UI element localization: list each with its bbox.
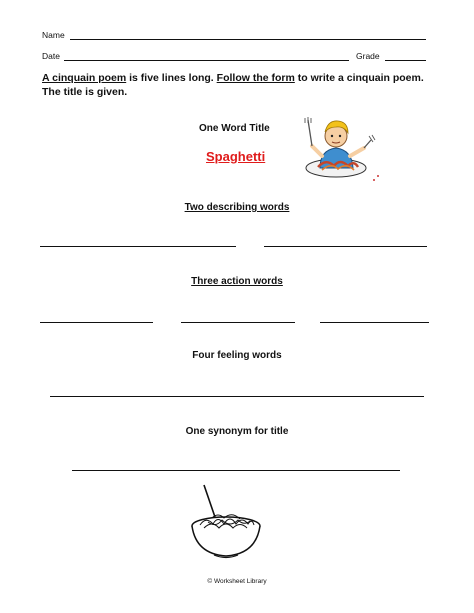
name-label: Name [42, 30, 65, 40]
synonym-line[interactable] [72, 470, 400, 471]
instructions-text-b: to write a cinquain poem. The title is given. [42, 72, 424, 98]
action-word-2-line[interactable] [181, 322, 295, 323]
instructions-text-a: is five lines long. [126, 72, 217, 84]
date-label: Date [42, 51, 60, 61]
two-describing-words-label: Two describing words [184, 202, 290, 213]
action-word-3-line[interactable] [320, 322, 429, 323]
copyright-footer: © Worksheet Library [207, 578, 267, 585]
four-feeling-words-label: Four feeling words [192, 350, 282, 361]
three-action-words-label: Three action words [191, 276, 283, 287]
feeling-words-line[interactable] [50, 396, 424, 397]
action-word-1-line[interactable] [40, 322, 153, 323]
boy-eating-spaghetti-illustration [298, 112, 384, 184]
poem-title-word: Spaghetti [206, 149, 266, 164]
describing-word-2-line[interactable] [264, 246, 427, 247]
describing-word-1-line[interactable] [40, 246, 236, 247]
instructions-term: A cinquain poem [42, 72, 127, 84]
grade-label: Grade [356, 51, 380, 61]
one-word-title-label: One Word Title [199, 123, 270, 134]
spaghetti-bowl-icon [186, 482, 266, 562]
grade-field-line[interactable] [385, 60, 426, 61]
instructions [42, 71, 442, 99]
one-synonym-label: One synonym for title [185, 426, 289, 437]
instructions-emphasis: Follow the form [216, 72, 295, 84]
date-field-line[interactable] [64, 60, 349, 61]
name-field-line[interactable] [70, 39, 426, 40]
